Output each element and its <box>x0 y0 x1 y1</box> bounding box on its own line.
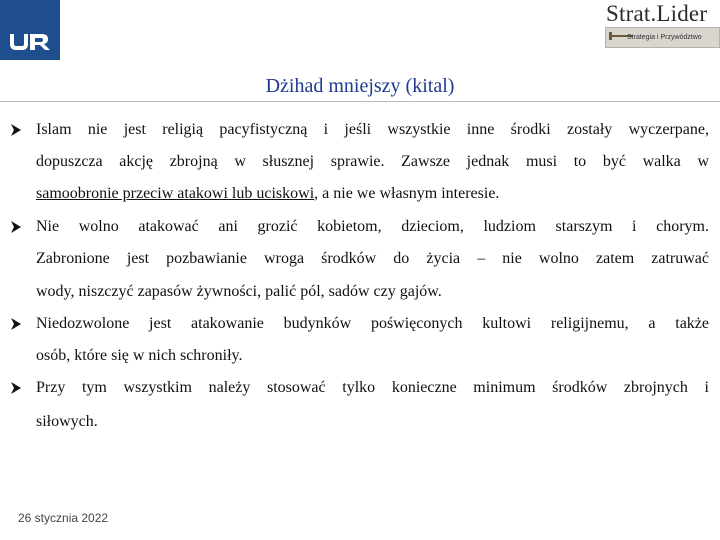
arrow-bullet-icon <box>10 123 22 137</box>
university-logo <box>0 0 60 60</box>
slide-title: Dżihad mniejszy (kital) <box>265 75 455 97</box>
bullet-2-line-3: wody, niszczyć zapasów żywności, palić pól, sadów czy gajów. <box>36 283 442 300</box>
ur-logo-icon <box>0 0 60 60</box>
footer-date: 26 stycznia 2022 <box>18 511 109 525</box>
logo-brand-text: Strat.Lider <box>606 1 708 26</box>
bullet-1-underlined-text: samoobronie przeciw atakowi lub uciskowi <box>36 185 315 202</box>
bullet-1-line-2: dopuszcza akcję zbrojną w słusznej sprawie. Zawsze jednak musi to być walka w <box>36 153 709 170</box>
bullet-1-line-1: Islam nie jest religią pacyfistyczną i jeśli wszystkie inne środki zostały wyczerpane, <box>36 121 709 138</box>
bullet-3-line-1: Niedozwolone jest atakowanie budynków poświęconych kultowi religijnemu, a także <box>36 315 709 332</box>
arrow-bullet-icon <box>10 381 22 395</box>
header-divider <box>0 101 720 102</box>
bullet-1-line-3 <box>36 185 499 203</box>
bullet-2-line-2: Zabronione jest pozbawianie wroga środków do życia – nie wolno zatem zatruwać <box>36 250 709 267</box>
bullet-4-line-1: Przy tym wszystkim należy stosować tylko konieczne minimum środków zbrojnych i <box>36 379 709 396</box>
bullet-1-line-3-rest: , a nie we własnym interesie. <box>314 185 500 202</box>
bullet-3-line-2: osób, które się w nich schroniły. <box>36 347 243 364</box>
arrow-bullet-icon <box>10 220 22 234</box>
bullet-2-line-1: Nie wolno atakować ani grozić kobietom, dzieciom, ludziom starszym i chorym. <box>36 218 709 235</box>
stratlider-logo <box>603 0 720 48</box>
logo-tagline: Strategia i Przywództwo <box>627 34 702 41</box>
arrow-bullet-icon <box>10 317 22 331</box>
bullet-4-line-2: siłowych. <box>36 413 98 430</box>
